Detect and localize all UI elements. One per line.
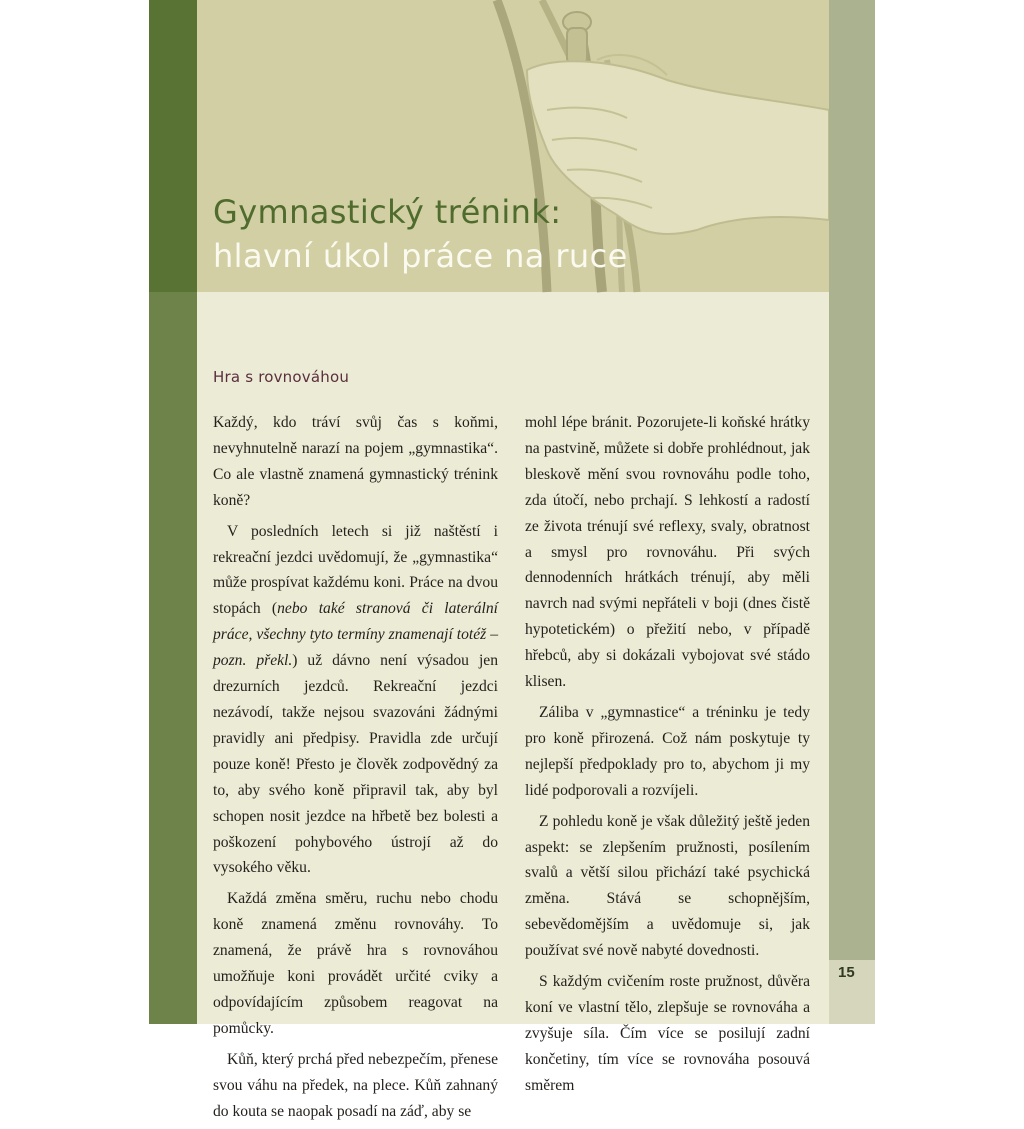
paragraph xyxy=(213,519,498,882)
paragraph: Záliba v „gymnastice“ a tréninku je tedy pro koně přirozená. Což nám poskytuje ty nejlepší předpoklady pro to, abychom ji my lidé podporovali a rozvíjeli. xyxy=(525,703,810,799)
paragraph: S každým cvičením roste pružnost, důvěra koní ve vlastní tělo, zlepšuje se rovnováha a zvyšuje síla. Čím více se posilují zadní končetiny, tím více se rovnováha posouvá směrem xyxy=(525,973,810,1094)
text-column-right xyxy=(525,410,810,1104)
left-accent-strip-top xyxy=(149,0,197,292)
translator-note: nebo také stranová či laterální práce, všechny tyto termíny znamenají totéž – pozn. překl. xyxy=(213,600,499,670)
chapter-title-line1: Gymnastický trénink: xyxy=(213,193,562,231)
section-heading: Hra s rovnováhou xyxy=(213,368,350,386)
paragraph-text: ) už dávno není výsadou jen drezurních jezdců. Rekreační jezdci nezávodí, takže nejsou svazováni žádnými pravidly ani předpisy. Pravidla zde určují pouze koně! Přesto je člověk zodpovědný za to, aby svého koně připravil tak, aby byl schopen nosit jezdce na hřbetě bez bolesti a poškození pohybového ústrojí až do vysokého věku. xyxy=(213,652,498,877)
paragraph-text: V posledních letech si již naštěstí i rekreační jezdci uvědomují, že „gymnastika“ může prospívat každému koni. Práce na dvou stopách ( xyxy=(213,522,498,618)
book-page xyxy=(149,0,875,1120)
page-number: 15 xyxy=(838,964,855,981)
paragraph: Kůň, který prchá před nebezpečím, přenese svou váhu na předek, na plece. Kůň zahnaný do kouta se naopak posadí na záď, aby se xyxy=(213,1050,498,1120)
paragraph: Každý, kdo tráví svůj čas s koňmi, nevyhnutelně narazí na pojem „gymnastika“. Co ale vlastně znamená gymnastický trénink koně? xyxy=(213,414,498,509)
page-number-box xyxy=(829,960,875,1024)
right-accent-strip xyxy=(829,0,875,1024)
paragraph: Každá změna směru, ruchu nebo chodu koně znamená změnu rovnováhy. To znamená, že právě hra s rovnováhou umožňuje koni provádět určité cviky a odpovídajícím způsobem reagovat na pomůcky. xyxy=(213,890,498,1037)
paragraph: mohl lépe bránit. Pozorujete-li koňské hrátky na pastvině, můžete si dobře prohlédnout, jak bleskově mění svou rovnováhu podle toho, zda útočí, nebo prchají. S lehkostí a radostí ze života trénují své reflexy, svaly, obratnost a smysl pro rovnováhu. Při svých dennodenních hrátkách trénují, aby měli navrch nad svými nepřáteli v boji (dnes čistě hypotetickém) o přežití nebo, v případě hřebců, aby si dokázali vybojovat své stádo klisen. xyxy=(525,414,810,691)
paragraph: Z pohledu koně je však důležitý ještě jeden aspekt: se zlepšením pružnosti, posílením svalů a větší silou přichází také psychická změna. Stává se schopnějším, sebevědomějším a uvědomuje si, jak používat své nově nabyté dovednosti. xyxy=(525,812,810,960)
left-accent-strip-bottom xyxy=(149,292,197,1024)
text-column-left xyxy=(213,410,498,1129)
chapter-title xyxy=(213,190,628,278)
chapter-title-line2: hlavní úkol práce na ruce xyxy=(213,237,628,275)
